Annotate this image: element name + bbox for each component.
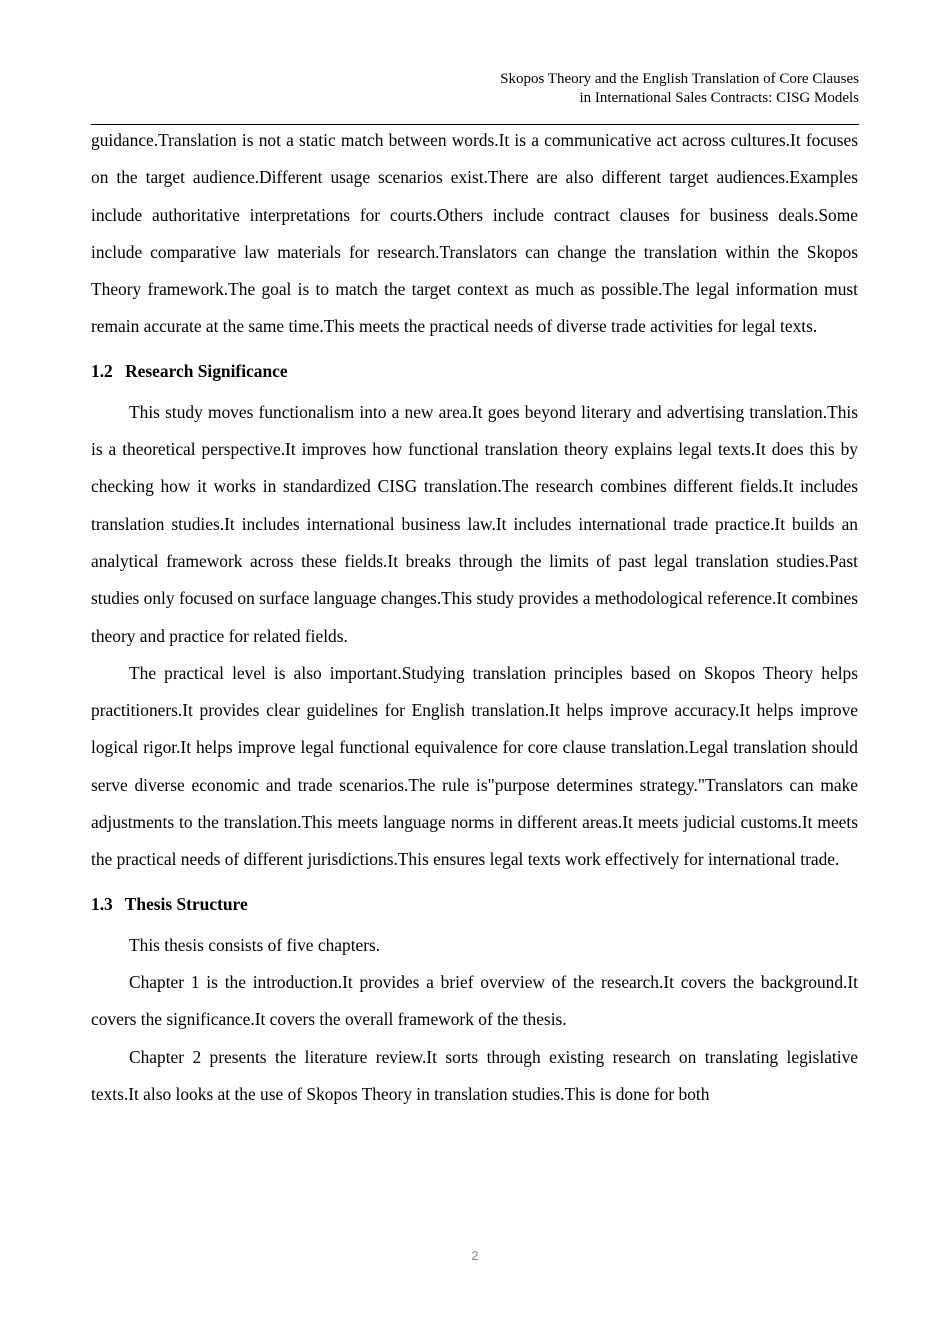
section-heading-research-significance [91, 358, 858, 384]
section-number: 1.2 [91, 360, 113, 381]
section-title: Research Significance [125, 360, 288, 381]
body-paragraph: This thesis consists of five chapters. [129, 934, 381, 955]
body-paragraph: Chapter 2 presents the literature review.It sorts through existing research on translating legislative texts.It also looks at the use of Skopos Theory in translation studies.This is done for both [91, 1046, 858, 1104]
body-paragraph: guidance.Translation is not a static match between words.It is a communicative act across cultures.It focuses on the target audience.Different usage scenarios exist.There are also different target audiences.Examples include authoritative interpretations for courts.Others include contract clauses for business deals.Some include comparative law materials for research.Translators can change the translation within the Skopos Theory framework.The goal is to match the target context as much as possible.The legal information must remain accurate at the same time.This meets the practical needs of diverse trade activities for legal texts. [91, 130, 858, 337]
section-title: Thesis Structure [124, 893, 248, 914]
body-text [91, 122, 858, 1113]
running-header [91, 70, 859, 108]
section-heading-thesis-structure [91, 891, 858, 917]
running-header-line-1: Skopos Theory and the English Translation of Core Clauses [500, 71, 859, 87]
section-number: 1.3 [91, 893, 113, 914]
body-paragraph: Chapter 1 is the introduction.It provides a brief overview of the research.It covers the background.It covers the significance.It covers the overall framework of the thesis. [91, 971, 858, 1030]
body-paragraph: This study moves functionalism into a new area.It goes beyond literary and advertising translation.This is a theoretical perspective.It improves how functional translation theory explains legal texts.It does this by checking how it works in standardized CISG translation.The research combines different fields.It includes translation studies.It includes international business law.It includes international trade practice.It builds an analytical framework across these fields.It breaks through the limits of past legal translation studies.Past studies only focused on surface language changes.This study provides a methodological reference.It combines theory and practice for related fields. [91, 401, 858, 646]
running-header-line-2: in International Sales Contracts: CISG Models [579, 90, 859, 106]
body-paragraph: The practical level is also important.Studying translation principles based on Skopos Theory helps practitioners.It provides clear guidelines for English translation.It helps improve accuracy.It helps improve logical rigor.It helps improve legal functional equivalence for core clause translation.Legal translation should serve diverse economic and trade scenarios.The rule is"purpose determines strategy."Translators can make adjustments to the translation.This meets language norms in different areas.It meets judicial customs.It meets the practical needs of different jurisdictions.This ensures legal texts work effectively for international trade. [91, 662, 858, 870]
page-number: 2 [471, 1248, 479, 1263]
